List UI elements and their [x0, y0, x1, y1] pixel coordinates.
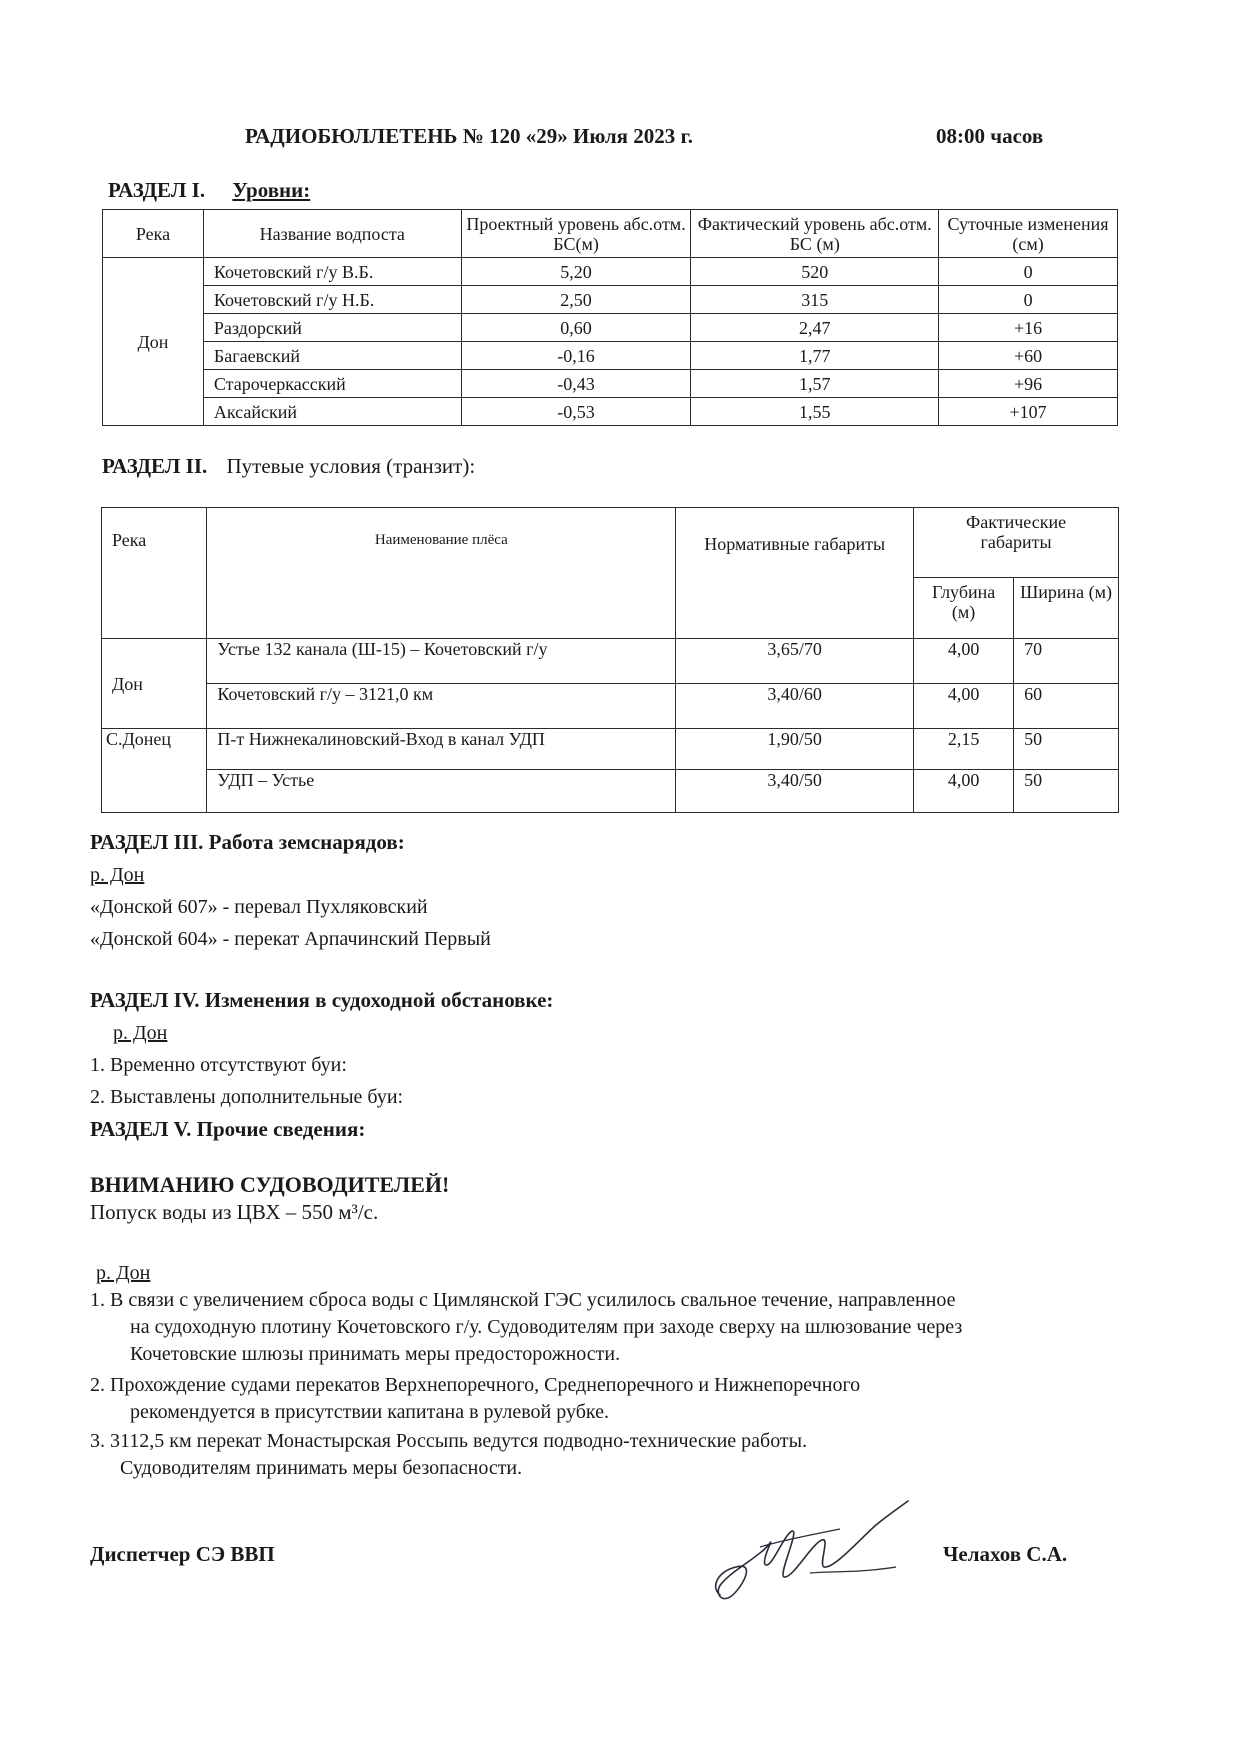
actual-level: 315: [691, 286, 939, 314]
width-value: 50: [1014, 729, 1119, 770]
attention-river: р. Дон: [96, 1262, 151, 1284]
design-level: -0,16: [461, 342, 691, 370]
daily-change: 0: [939, 258, 1118, 286]
post-name: Старочеркасский: [203, 370, 461, 398]
section1-title: Уровни:: [232, 178, 311, 202]
design-level: -0,53: [461, 398, 691, 426]
actual-level: 520: [691, 258, 939, 286]
section3-river: р. Дон: [90, 864, 145, 886]
bulletin-title: РАДИОБЮЛЛЕТЕНЬ № 120 «29» Июля 2023 г.: [245, 124, 693, 148]
daily-change: +107: [939, 398, 1118, 426]
actual-level: 1,77: [691, 342, 939, 370]
design-level: 0,60: [461, 314, 691, 342]
actual-level: 1,57: [691, 370, 939, 398]
dredger-item: «Донской 604» - перекат Арпачинский Первый: [90, 928, 491, 950]
post-name: Аксайский: [203, 398, 461, 426]
table-row: [103, 314, 1118, 342]
notice-line: Кочетовские шлюзы принимать меры предосторожности.: [130, 1343, 621, 1365]
col-daily-change: Суточные изменения (см): [939, 210, 1118, 258]
reach-name: Кочетовский г/у – 3121,0 км: [207, 684, 676, 729]
design-level: 2,50: [461, 286, 691, 314]
table-row: [103, 286, 1118, 314]
notice-line: Судоводителям принимать меры безопасности.: [120, 1457, 523, 1479]
navigation-change-item: 2. Выставлены дополнительные буи:: [90, 1086, 404, 1108]
depth-value: 4,00: [914, 684, 1014, 729]
attention-heading: ВНИМАНИЮ СУДОВОДИТЕЛЕЙ!: [90, 1172, 450, 1197]
post-name: Кочетовский г/у В.Б.: [203, 258, 461, 286]
river-cell: С.Донец: [102, 729, 207, 813]
normative-value: 3,65/70: [676, 639, 914, 684]
table-row: [103, 342, 1118, 370]
levels-table-header: [103, 210, 1118, 258]
col-actual-level: Фактический уровень абс.отм. БС (м): [691, 210, 939, 258]
transit-table: [101, 507, 1119, 813]
post-name: Багаевский: [203, 342, 461, 370]
water-release-note: Попуск воды из ЦВХ – 550 м³/с.: [90, 1200, 379, 1224]
width-value: 70: [1014, 639, 1119, 684]
section5-heading: РАЗДЕЛ V. Прочие сведения:: [90, 1117, 366, 1141]
col-design-level: Проектный уровень абс.отм. БС(м): [461, 210, 691, 258]
width-value: 50: [1014, 770, 1119, 813]
col-river: Река: [102, 508, 207, 639]
post-name: Раздорский: [203, 314, 461, 342]
actual-level: 1,55: [691, 398, 939, 426]
dispatcher-name: Челахов С.А.: [943, 1542, 1068, 1566]
river-cell: Дон: [102, 639, 207, 729]
normative-value: 3,40/50: [676, 770, 914, 813]
col-actual-dimensions: Фактические габариты: [914, 508, 1119, 578]
table-row: [102, 639, 1119, 684]
col-normative: Нормативные габариты: [676, 508, 914, 639]
notice-line: рекомендуется в присутствии капитана в рулевой рубке.: [130, 1401, 609, 1423]
normative-value: 3,40/60: [676, 684, 914, 729]
section4-river: р. Дон: [113, 1022, 168, 1044]
section2-label: РАЗДЕЛ II.: [102, 454, 208, 478]
depth-value: 4,00: [914, 770, 1014, 813]
reach-name: П-т Нижнекалиновский-Вход в канал УДП: [207, 729, 676, 770]
reach-name: Устье 132 канала (Ш-15) – Кочетовский г/у: [207, 639, 676, 684]
table-row: [102, 729, 1119, 770]
width-value: 60: [1014, 684, 1119, 729]
depth-value: 4,00: [914, 639, 1014, 684]
normative-value: 1,90/50: [676, 729, 914, 770]
transit-table-header: [102, 508, 1119, 578]
daily-change: +96: [939, 370, 1118, 398]
table-row: [102, 770, 1119, 813]
post-name: Кочетовский г/у Н.Б.: [203, 286, 461, 314]
section2-heading: [102, 454, 475, 479]
dredger-item: «Донской 607» - перевал Пухляковский: [90, 896, 428, 918]
table-row: [103, 398, 1118, 426]
col-post: Название водпоста: [203, 210, 461, 258]
design-level: -0,43: [461, 370, 691, 398]
notice-line: 1. В связи с увеличением сброса воды с Цимлянской ГЭС усилилось свальное течение, направленное: [90, 1289, 956, 1311]
daily-change: 0: [939, 286, 1118, 314]
bulletin-time: 08:00 часов: [936, 124, 1044, 148]
reach-name: УДП – Устье: [207, 770, 676, 813]
section4-heading: РАЗДЕЛ IV. Изменения в судоходной обстановке:: [90, 988, 554, 1012]
table-row: [102, 684, 1119, 729]
col-width: Ширина (м): [1014, 578, 1119, 639]
design-level: 5,20: [461, 258, 691, 286]
table-row: [103, 258, 1118, 286]
river-cell: Дон: [103, 258, 204, 426]
signature-image: [700, 1495, 910, 1610]
levels-table: [102, 209, 1118, 426]
daily-change: +16: [939, 314, 1118, 342]
section3-heading: РАЗДЕЛ III. Работа земснарядов:: [90, 830, 405, 854]
col-depth: Глубина (м): [914, 578, 1014, 639]
section1-label: РАЗДЕЛ I.: [108, 178, 206, 202]
notice-line: 3. 3112,5 км перекат Монастырская Россыпь ведутся подводно-технические работы.: [90, 1430, 808, 1452]
section1-heading: [108, 178, 310, 203]
dispatcher-title: Диспетчер СЭ ВВП: [90, 1542, 275, 1566]
depth-value: 2,15: [914, 729, 1014, 770]
section2-title: Путевые условия (транзит):: [226, 454, 476, 478]
daily-change: +60: [939, 342, 1118, 370]
navigation-change-item: 1. Временно отсутствуют буи:: [90, 1054, 347, 1076]
notice-line: 2. Прохождение судами перекатов Верхнепоречного, Среднепоречного и Нижнепоречного: [90, 1374, 861, 1396]
table-row: [103, 370, 1118, 398]
actual-level: 2,47: [691, 314, 939, 342]
notice-line: на судоходную плотину Кочетовского г/у. Судоводителям при заходе сверху на шлюзование через: [130, 1316, 963, 1338]
col-reach-name: Наименование плёса: [207, 508, 676, 639]
col-river: Река: [103, 210, 204, 258]
